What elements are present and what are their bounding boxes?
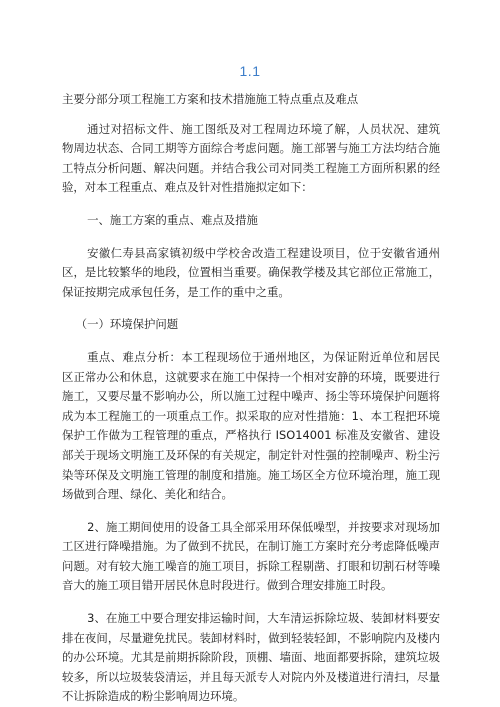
intro-paragraph: 通过对招标文件、施工图纸及对工程周边环境了解，人员状况、建筑物周边状态、合同工期等方面综合考虑问题。施工部署与施工方法均结合施工特点分析问题、解决问题。并结合我公司对同类工程施工方面所积累的经验，对本工程重点、难点及针对性措施拟定如下：	[62, 121, 440, 195]
measure-three-paragraph: 3、在施工中要合理安排运输时间，大车清运拆除垃圾、装卸材料要安排在夜间，尽量避免扰民。装卸材料时，做到轻装轻卸，不影响院内及楼内的办公环境。尤其是前期拆除阶段，顶棚、墙面、地面都要拆除，建筑垃圾较多，所以垃圾装袋清运，并且每天派专人对院内外及楼道进行清扫，尽量不让拆除造成的粉尘影响周边环境。	[62, 611, 440, 704]
part-one-title: 一、施工方案的重点、难点及措施	[87, 212, 258, 227]
section-title: 主要分部分项工程施工方案和技术措施施工特点重点及难点	[62, 92, 359, 106]
heading-number: 1.1	[239, 63, 261, 79]
project-description-paragraph: 安徽仁寿县高家镇初级中学校舍改造工程建设项目，位于安徽省通州区，是比较繁华的地段，位置相当重要。确保教学楼及其它部位正常施工，保证按期完成承包任务，是工作的重中之重。	[62, 245, 440, 299]
measure-two-paragraph: 2、施工期间使用的设备工具全部采用环保低噪型，并按要求对现场加工区进行降噪措施。为了做到不扰民，在制订施工方案时充分考虑降低噪声问题。对有较大施工噪音的施工项目，拆除工程剔凿、打眼和切割石材等噪音大的施工项目错开居民休息时段进行。做到合理安排施工时段。	[62, 519, 440, 593]
subsection-title-environment: （一）环境保护问题	[75, 317, 179, 332]
document-body	[62, 90, 440, 707]
analysis-paragraph: 重点、难点分析：本工程现场位于通州地区，为保证附近单位和居民区正常办公和休息，这就要求在施工中保持一个相对安静的环境，既要进行施工，又要尽量不影响办公，所以施工过程中噪声、扬尘等环境保护问题将成为本工程施工的一项重点工作。拟采取的应对性措施：1、本工程把环境保护工作做为工程管理的重点，严格执行 ISO14001 标准及安徽省、建设部关于现场文明施工及环保的有关规定，制定针对性强的控制噪声、粉尘污染等环保及文明施工管理的制度和措施。施工场区全方位环境治理，施工现场做到合理、绿化、美化和结合。	[62, 349, 440, 502]
